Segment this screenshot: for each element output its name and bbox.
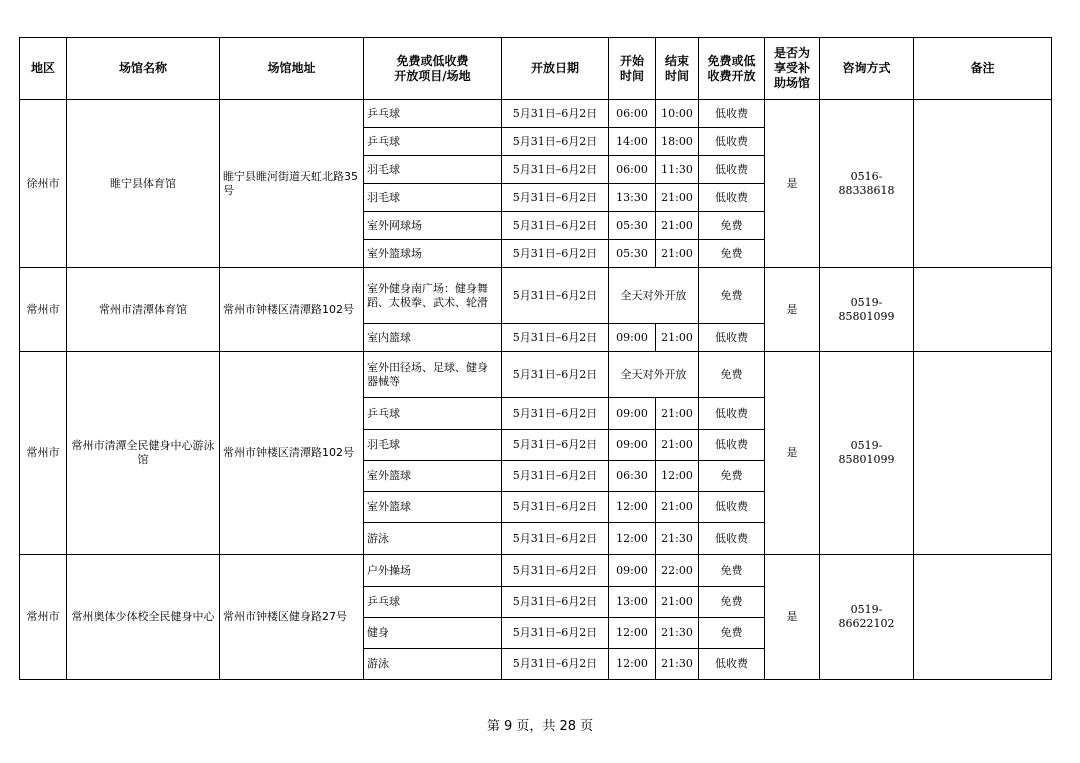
- header-venue: 场馆名称: [67, 38, 220, 100]
- page-footer: 第 9 页，共 28 页: [486, 719, 594, 734]
- end-time-cell: 21:00: [656, 398, 699, 430]
- venue-cell: 常州奥体少体校全民健身中心: [67, 555, 220, 680]
- fee-cell: 免费: [699, 555, 765, 587]
- venue-cell: 睢宁县体育馆: [67, 100, 220, 268]
- start-time-cell: 09:00: [609, 324, 656, 352]
- date-cell: 5月31日–6月2日: [502, 618, 609, 649]
- start-time-cell: 06:00: [609, 100, 656, 128]
- end-time-cell: 21:00: [656, 324, 699, 352]
- end-time-cell: 22:00: [656, 555, 699, 587]
- item-cell: 乒乓球: [364, 128, 502, 156]
- item-cell: 乒乓球: [364, 398, 502, 430]
- fee-cell: 免费: [699, 618, 765, 649]
- date-cell: 5月31日–6月2日: [502, 268, 609, 324]
- start-time-cell: 12:00: [609, 523, 656, 555]
- end-time-cell: 10:00: [656, 100, 699, 128]
- date-cell: 5月31日–6月2日: [502, 649, 609, 680]
- item-cell: 羽毛球: [364, 430, 502, 461]
- fee-cell: 免费: [699, 461, 765, 492]
- date-cell: 5月31日–6月2日: [502, 128, 609, 156]
- header-contact: 咨询方式: [820, 38, 914, 100]
- fee-cell: 低收费: [699, 128, 765, 156]
- date-cell: 5月31日–6月2日: [502, 523, 609, 555]
- subsidized-cell: 是: [765, 100, 820, 268]
- date-cell: 5月31日–6月2日: [502, 398, 609, 430]
- end-time-cell: 21:00: [656, 587, 699, 618]
- start-time-cell: 06:00: [609, 156, 656, 184]
- subsidized-cell: 是: [765, 555, 820, 680]
- start-time-cell: 05:30: [609, 212, 656, 240]
- fee-cell: 低收费: [699, 324, 765, 352]
- fee-cell: 低收费: [699, 156, 765, 184]
- fee-cell: 低收费: [699, 649, 765, 680]
- item-cell: 羽毛球: [364, 156, 502, 184]
- item-cell: 乒乓球: [364, 587, 502, 618]
- header-date: 开放日期: [502, 38, 609, 100]
- address-cell: 睢宁县睢河街道天虹北路35号: [220, 100, 364, 268]
- start-time-cell: 09:00: [609, 430, 656, 461]
- address-cell: 常州市钟楼区健身路27号: [220, 555, 364, 680]
- date-cell: 5月31日–6月2日: [502, 184, 609, 212]
- subsidized-cell: 是: [765, 268, 820, 352]
- date-cell: 5月31日–6月2日: [502, 212, 609, 240]
- region-cell: 常州市: [20, 352, 67, 555]
- end-time-cell: 21:30: [656, 618, 699, 649]
- header-subsidized: 是否为 享受补 助场馆: [765, 38, 820, 100]
- header-item: 免费或低收费 开放项目/场地: [364, 38, 502, 100]
- date-cell: 5月31日–6月2日: [502, 430, 609, 461]
- region-cell: 常州市: [20, 555, 67, 680]
- date-cell: 5月31日–6月2日: [502, 461, 609, 492]
- end-time-cell: 21:00: [656, 492, 699, 523]
- header-row: [20, 38, 1052, 100]
- table-row: [20, 555, 1052, 587]
- fee-cell: 低收费: [699, 492, 765, 523]
- table-body: [20, 100, 1052, 680]
- region-cell: 常州市: [20, 268, 67, 352]
- fee-cell: 免费: [699, 268, 765, 324]
- item-cell: 户外操场: [364, 555, 502, 587]
- date-cell: 5月31日–6月2日: [502, 555, 609, 587]
- address-cell: 常州市钟楼区清潭路102号: [220, 268, 364, 352]
- all-day-cell: 全天对外开放: [609, 352, 699, 398]
- end-time-cell: 21:30: [656, 649, 699, 680]
- start-time-cell: 13:00: [609, 587, 656, 618]
- fee-cell: 免费: [699, 240, 765, 268]
- table-row: [20, 268, 1052, 324]
- fee-cell: 低收费: [699, 430, 765, 461]
- date-cell: 5月31日–6月2日: [502, 100, 609, 128]
- item-cell: 室外网球场: [364, 212, 502, 240]
- start-time-cell: 09:00: [609, 555, 656, 587]
- end-time-cell: 21:00: [656, 240, 699, 268]
- all-day-cell: 全天对外开放: [609, 268, 699, 324]
- start-time-cell: 12:00: [609, 492, 656, 523]
- subsidized-cell: 是: [765, 352, 820, 555]
- note-cell: [914, 268, 1052, 352]
- date-cell: 5月31日–6月2日: [502, 492, 609, 523]
- item-cell: 健身: [364, 618, 502, 649]
- header-address: 场馆地址: [220, 38, 364, 100]
- fee-cell: 免费: [699, 352, 765, 398]
- item-cell: 室内篮球: [364, 324, 502, 352]
- contact-cell: 0519-85801099: [820, 352, 914, 555]
- end-time-cell: 11:30: [656, 156, 699, 184]
- item-cell: 室外篮球: [364, 492, 502, 523]
- header-region: 地区: [20, 38, 67, 100]
- item-cell: 羽毛球: [364, 184, 502, 212]
- header-fee: 免费或低 收费开放: [699, 38, 765, 100]
- date-cell: 5月31日–6月2日: [502, 156, 609, 184]
- item-cell: 室外篮球场: [364, 240, 502, 268]
- fee-cell: 低收费: [699, 523, 765, 555]
- start-time-cell: 05:30: [609, 240, 656, 268]
- region-cell: 徐州市: [20, 100, 67, 268]
- end-time-cell: 18:00: [656, 128, 699, 156]
- end-time-cell: 21:00: [656, 184, 699, 212]
- date-cell: 5月31日–6月2日: [502, 587, 609, 618]
- header-start: 开始 时间: [609, 38, 656, 100]
- date-cell: 5月31日–6月2日: [502, 324, 609, 352]
- item-cell: 游泳: [364, 523, 502, 555]
- contact-cell: 0519-85801099: [820, 268, 914, 352]
- fee-cell: 免费: [699, 212, 765, 240]
- item-cell: 游泳: [364, 649, 502, 680]
- end-time-cell: 12:00: [656, 461, 699, 492]
- fee-cell: 低收费: [699, 184, 765, 212]
- start-time-cell: 09:00: [609, 398, 656, 430]
- address-cell: 常州市钟楼区清潭路102号: [220, 352, 364, 555]
- start-time-cell: 12:00: [609, 649, 656, 680]
- note-cell: [914, 555, 1052, 680]
- contact-cell: 0519-86622102: [820, 555, 914, 680]
- venue-table: [19, 37, 1052, 680]
- start-time-cell: 14:00: [609, 128, 656, 156]
- venue-cell: 常州市清潭全民健身中心游泳馆: [67, 352, 220, 555]
- item-cell: 室外篮球: [364, 461, 502, 492]
- header-end: 结束 时间: [656, 38, 699, 100]
- start-time-cell: 13:30: [609, 184, 656, 212]
- fee-cell: 低收费: [699, 398, 765, 430]
- end-time-cell: 21:30: [656, 523, 699, 555]
- end-time-cell: 21:00: [656, 430, 699, 461]
- start-time-cell: 06:30: [609, 461, 656, 492]
- venue-cell: 常州市清潭体育馆: [67, 268, 220, 352]
- note-cell: [914, 352, 1052, 555]
- date-cell: 5月31日–6月2日: [502, 240, 609, 268]
- start-time-cell: 12:00: [609, 618, 656, 649]
- fee-cell: 免费: [699, 587, 765, 618]
- item-cell: 室外健身南广场：健身舞蹈、太极拳、武术、轮滑: [364, 268, 502, 324]
- end-time-cell: 21:00: [656, 212, 699, 240]
- item-cell: 乒乓球: [364, 100, 502, 128]
- item-cell: 室外田径场、足球、健身器械等: [364, 352, 502, 398]
- table-row: [20, 100, 1052, 128]
- table-row: [20, 352, 1052, 398]
- note-cell: [914, 100, 1052, 268]
- contact-cell: 0516-88338618: [820, 100, 914, 268]
- fee-cell: 低收费: [699, 100, 765, 128]
- header-note: 备注: [914, 38, 1052, 100]
- date-cell: 5月31日–6月2日: [502, 352, 609, 398]
